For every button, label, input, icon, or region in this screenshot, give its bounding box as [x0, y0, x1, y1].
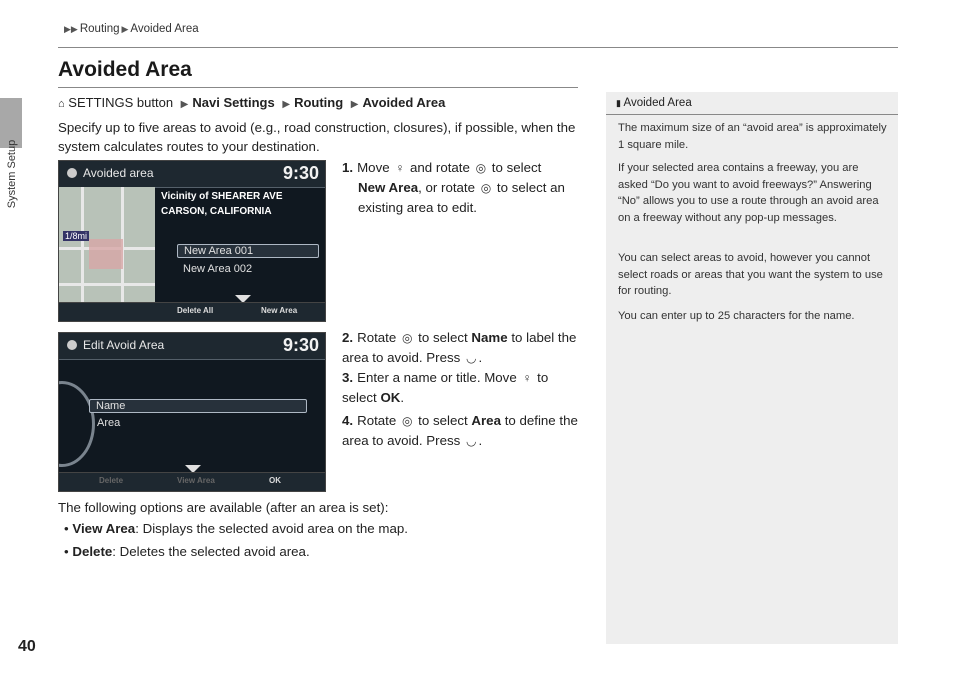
page-number: 40 — [18, 638, 36, 655]
new-area-button[interactable]: New Area — [261, 306, 298, 315]
list-item[interactable]: New Area 001 — [177, 244, 319, 258]
path-item: Navi Settings — [192, 95, 275, 110]
delete-all-button[interactable]: Delete All — [177, 306, 214, 315]
map-scale: 1/8mi — [65, 231, 88, 241]
clock: 9:30 — [282, 163, 319, 183]
note-paragraph: You can select areas to avoid, however you cannot select roads or areas that you want the system to use for routing. — [618, 252, 883, 297]
breadcrumb — [62, 23, 199, 35]
note-rule — [606, 114, 898, 115]
bullet-icon: • — [64, 521, 69, 536]
screen-title-bar — [59, 333, 325, 360]
avoided-area-screenshot — [58, 160, 326, 322]
menu-path — [58, 95, 445, 110]
knob-press-icon: ◡ — [465, 351, 477, 365]
list-item[interactable]: New Area 002 — [183, 263, 253, 275]
knob-press-icon: ◡ — [465, 434, 477, 448]
side-note — [606, 92, 898, 644]
list-item[interactable]: Name — [89, 399, 307, 413]
bullet-icon: • — [64, 544, 69, 559]
knob-rotate-icon: ◎ — [480, 181, 492, 195]
arrow-icon: ▶ — [282, 99, 291, 110]
vicinity-info: Vicinity of SHEARER AVE CARSON, CALIFORNIA — [161, 191, 283, 217]
clock: 9:30 — [282, 335, 319, 355]
option-item: • Delete: Deletes the selected avoid area. — [64, 544, 310, 559]
view-area-button[interactable]: View Area — [177, 476, 215, 485]
page-title: Avoided Area — [58, 58, 192, 81]
header-rule — [58, 47, 898, 48]
avoid-zone — [89, 239, 123, 269]
arrow-icon: ▶ — [180, 99, 189, 110]
note-paragraph: The maximum size of an “avoid area” is approximately 1 square mile. — [618, 122, 887, 151]
intro-text: Specify up to five areas to avoid (e.g., road construction, closures), if possible, when the system calculates routes to your destination. — [58, 120, 576, 154]
path-item: Routing — [294, 95, 344, 110]
note-paragraph: If your selected area contains a freeway, you are asked “Do you want to avoid freeways?” Answering “No” allows you to use a route through an avoid area on a freeway without any pop-up messages. — [618, 162, 879, 224]
list-item[interactable]: Area — [97, 417, 121, 429]
delete-button[interactable]: Delete — [99, 476, 124, 485]
joystick-icon: ♀ — [395, 161, 405, 175]
breadcrumb-item[interactable]: Avoided Area — [130, 23, 199, 35]
joystick-icon: ♀ — [522, 371, 532, 385]
title-rule — [58, 87, 578, 88]
screen-title-bar — [59, 161, 325, 188]
knob-rotate-icon: ◎ — [401, 331, 413, 345]
step-1: 1. Move ♀ and rotate ◎ to select New Area, or rotate ◎ to select an existing area to edit. — [342, 160, 565, 215]
map-view — [59, 187, 155, 321]
step-2: 2. Rotate ◎ to select Name to label the area to avoid. Press ◡ . — [342, 330, 577, 365]
home-icon: ⌂ — [58, 98, 65, 110]
compass-icon — [67, 340, 77, 350]
ok-button[interactable]: OK — [269, 476, 281, 485]
note-heading: ▮ Avoided Area — [616, 97, 692, 109]
compass-icon — [67, 168, 77, 178]
knob-rotate-icon: ◎ — [475, 161, 487, 175]
options-intro: The following options are available (after an area is set): — [58, 500, 389, 515]
screen-button-bar — [59, 472, 325, 491]
triangle-icon: ▶ — [121, 24, 129, 34]
section-label: System Setup — [6, 139, 18, 209]
edit-avoid-area-screenshot — [58, 332, 326, 492]
triangle-icon: ▶▶ — [64, 24, 78, 34]
breadcrumb-item[interactable]: Routing — [79, 23, 120, 35]
step-3: 3. Enter a name or title. Move ♀ to select OK. — [342, 370, 549, 405]
screen-button-bar — [59, 302, 325, 321]
screen-title: Edit Avoid Area — [83, 338, 165, 352]
step-4: 4. Rotate ◎ to select Area to define the area to avoid. Press ◡ . — [342, 413, 578, 448]
screen-title: Avoided area — [83, 166, 154, 180]
dial-graphic — [58, 381, 95, 467]
note-icon: ▮ — [616, 98, 621, 108]
path-item: Avoided Area — [362, 95, 446, 110]
arrow-icon: ▶ — [350, 99, 359, 110]
knob-rotate-icon: ◎ — [401, 414, 413, 428]
note-paragraph: You can enter up to 25 characters for the name. — [618, 310, 855, 322]
path-start: SETTINGS button — [68, 95, 174, 110]
option-item: • View Area: Displays the selected avoid area on the map. — [64, 521, 408, 536]
